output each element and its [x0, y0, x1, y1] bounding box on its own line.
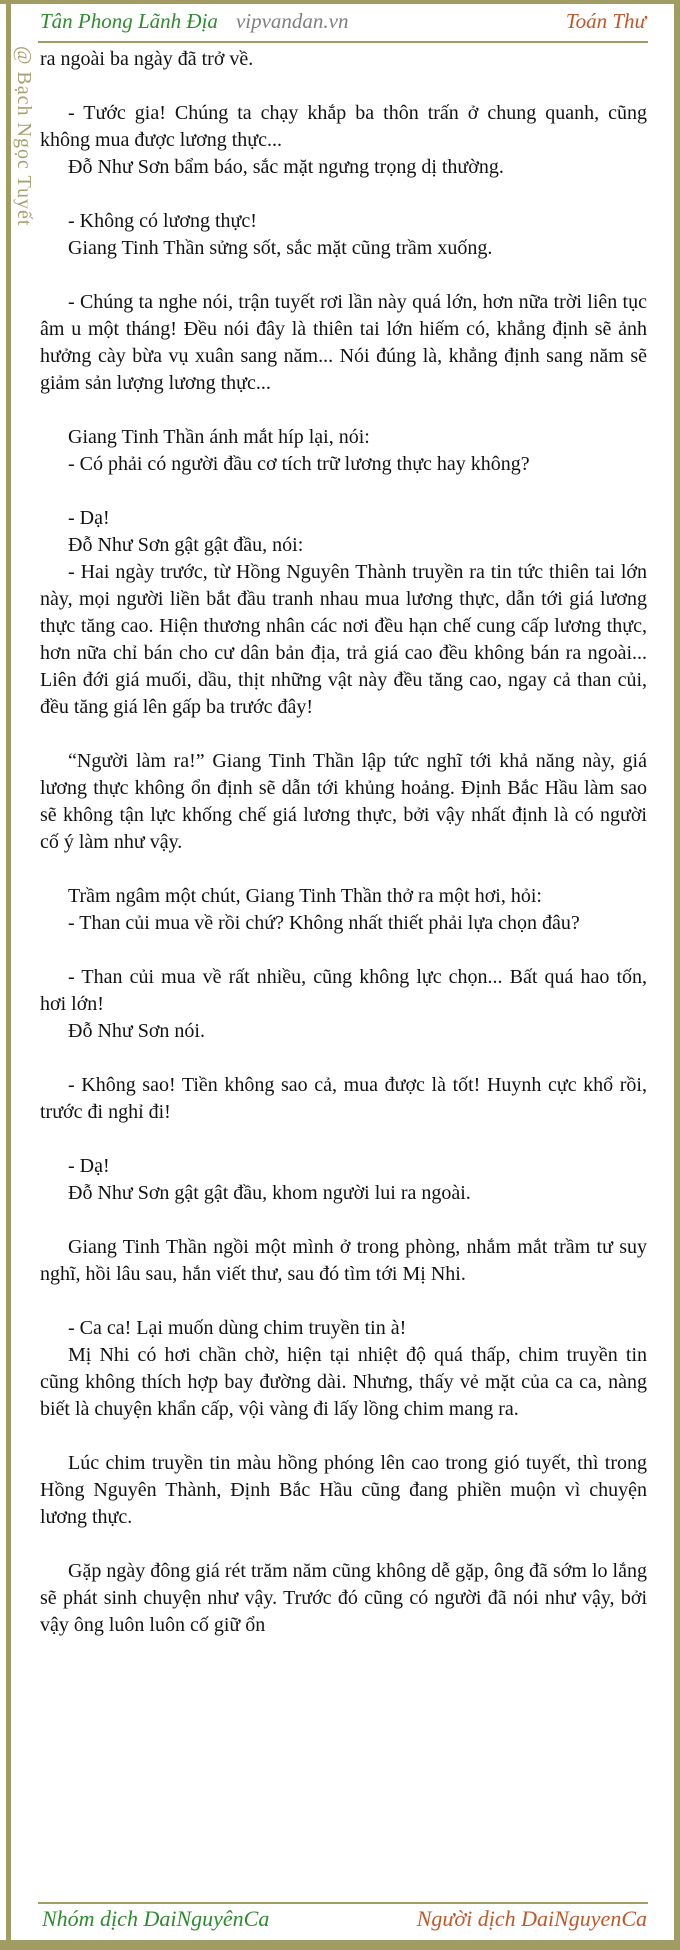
paragraph: - Dạ! [68, 507, 110, 529]
page-header [40, 9, 646, 34]
frame-right-band [674, 0, 680, 1950]
book-title: Tân Phong Lãnh Địa [40, 9, 218, 33]
paragraph: Đỗ Như Sơn nói. [68, 1020, 205, 1042]
author-watermark: @ Bạch Ngọc Tuyết [13, 46, 35, 227]
header-divider [38, 41, 648, 43]
paragraph: - Chúng ta nghe nói, trận tuyết rơi lần này quá lớn, hơn nữa trời liên tục âm u một tháng! Đều nói đây là thiên tai lớn hiếm có, khẳng định sẽ ảnh hưởng cày bừa vụ xuân sang năm... Nói đúng là, khẳng định sang năm sẽ giảm sản lượng lương thực... [40, 291, 647, 394]
paragraph: - Dạ! [68, 1155, 110, 1177]
frame-left-band [6, 4, 11, 1940]
footer-divider [38, 1902, 648, 1904]
paragraph: - Hai ngày trước, từ Hồng Nguyên Thành truyền ra tin tức thiên tai lớn này, mọi người liền bắt đầu tranh nhau mua lương thực, dẫn tới giá lương thực tăng cao. Hiện thương nhân các nơi đều hạn chế cung cấp lương thực, hơn nữa chỉ bán cho cư dân bản địa, trả giá cao đều không bán ra ngoài... Liên đới giá muối, dầu, thịt những vật này đều tăng cao, ngay cả than củi, đều tăng giá lên gấp ba trước đây! [40, 561, 647, 718]
site-name: vipvandan.vn [235, 9, 349, 33]
paragraph: Đỗ Như Sơn gật gật đầu, nói: [68, 534, 304, 556]
paragraph: - Tước gia! Chúng ta chạy khắp ba thôn trấn ở chung quanh, cũng không mua được lương thực... [40, 102, 647, 151]
paragraph: “Người làm ra!” Giang Tinh Thần lập tức nghĩ tới khả năng này, giá lương thực không ổn định sẽ dẫn tới khủng hoảng. Định Bắc Hầu làm sao sẽ không tận lực khống chế giá lương thực, bởi vậy nhất định là có người cố ý làm như vậy. [40, 750, 647, 853]
paragraph: Đỗ Như Sơn bẩm báo, sắc mặt ngưng trọng dị thường. [68, 156, 504, 178]
paragraph: Gặp ngày đông giá rét trăm năm cũng không dễ gặp, ông đã sớm lo lắng sẽ phát sinh chuyện như vậy. Trước đó cũng có người đã nói như vậy, bởi vậy ông luôn luôn cố giữ ổn [40, 1560, 647, 1636]
paragraph: - Than củi mua về rất nhiều, cũng không lực chọn... Bất quá hao tốn, hơi lớn! [40, 966, 647, 1015]
frame-bottom-band [0, 1940, 680, 1950]
chapter-text [40, 46, 647, 1900]
paragraph: Đỗ Như Sơn gật gật đầu, khom người lui ra ngoài. [68, 1182, 471, 1204]
paragraph: Mị Nhi có hơi chần chờ, hiện tại nhiệt độ quá thấp, chim truyền tin cũng không thích hợp bay đường dài. Nhưng, thấy vẻ mặt của ca ca, nàng biết là chuyện khẩn cấp, vội vàng đi lấy lồng chim mang ra. [40, 1344, 647, 1420]
translator-credit: Người dịch DaiNguyenCa [416, 1906, 647, 1931]
paragraph: Giang Tinh Thần ánh mắt híp lại, nói: [68, 426, 370, 448]
paragraph: - Ca ca! Lại muốn dùng chim truyền tin à! [68, 1317, 407, 1339]
paragraph: Giang Tinh Thần sửng sốt, sắc mặt cũng trầm xuống. [68, 237, 493, 259]
translation-group-credit: Nhóm dịch DaiNguyênCa [42, 1906, 270, 1931]
paragraph: - Than củi mua về rồi chứ? Không nhất thiết phải lựa chọn đâu? [68, 912, 580, 934]
paragraph: Giang Tinh Thần ngồi một mình ở trong phòng, nhắm mắt trầm tư suy nghĩ, hồi lâu sau, hắn viết thư, sau đó tìm tới Mị Nhi. [40, 1236, 647, 1285]
header-right-label: Toán Thư [565, 9, 646, 33]
paragraph: ra ngoài ba ngày đã trở về. [40, 48, 254, 70]
frame-top-band [0, 0, 680, 4]
paragraph: - Không sao! Tiền không sao cả, mua được là tốt! Huynh cực khổ rồi, trước đi nghỉ đi! [40, 1074, 647, 1123]
paragraph: - Không có lương thực! [68, 210, 257, 232]
paragraph: Trầm ngâm một chút, Giang Tinh Thần thở ra một hơi, hỏi: [68, 885, 542, 907]
paragraph: - Có phải có người đầu cơ tích trữ lương thực hay không? [68, 453, 530, 475]
paragraph: Lúc chim truyền tin màu hồng phóng lên cao trong gió tuyết, thì trong Hồng Nguyên Thành, Định Bắc Hầu cũng đang phiền muộn vì chuyện lương thực. [40, 1452, 647, 1528]
page-footer [42, 1906, 647, 1932]
